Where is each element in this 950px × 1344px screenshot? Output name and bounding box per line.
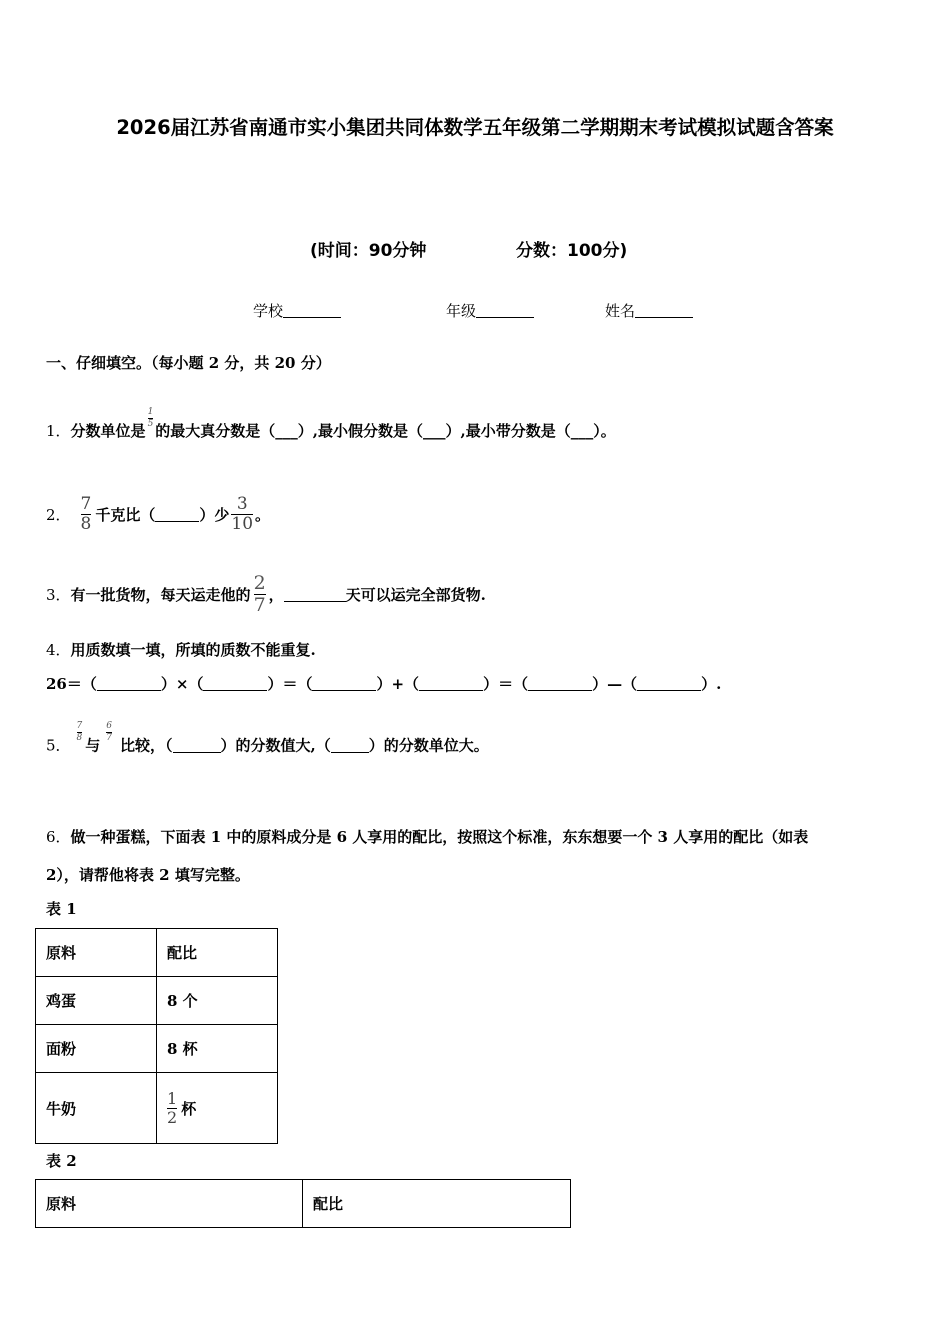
name-field xyxy=(605,300,693,321)
question-2: 2． $\frac{7}{8}$ 千克比（ ）少 $\frac{3}{10}$ 。 xyxy=(46,494,271,534)
name-label: 姓名 xyxy=(605,302,636,320)
answer-blank[interactable] xyxy=(284,587,346,602)
answer-blank[interactable] xyxy=(637,676,701,691)
table-1 xyxy=(35,928,278,1144)
question-number: 4． xyxy=(46,641,71,659)
table-cell: 牛奶 xyxy=(36,1073,157,1144)
grade-blank[interactable] xyxy=(476,303,534,318)
answer-blank[interactable] xyxy=(203,676,267,691)
table-row xyxy=(36,1025,278,1073)
exam-score: 分数：100分) xyxy=(516,241,628,261)
table-row xyxy=(36,1180,571,1228)
question-number: 3． xyxy=(46,586,71,604)
table-cell: 原料 xyxy=(36,1180,303,1228)
question-number: 5． xyxy=(46,736,71,755)
table2-caption: 表 2 xyxy=(46,1152,77,1170)
answer-blank[interactable] xyxy=(419,676,483,691)
table-row xyxy=(36,977,278,1025)
question-1: 1．分数单位是 $\frac{1}{5}$ 的最大真分数是（___）,最小假分数是（___）,最小带分数是（___）。 xyxy=(46,407,616,440)
question-3: 3．有一批货物，每天运走他的 $\frac{2}{7}$ ， 天可以运完全部货物. xyxy=(46,572,486,616)
table-cell: 8 个 xyxy=(157,977,278,1025)
prime-equation: 26＝（ ）×（ ）＝（ ）+（ ）＝（ ）—（ ）. xyxy=(46,675,722,693)
table-cell: 配比 xyxy=(303,1180,571,1228)
answer-blank[interactable] xyxy=(312,676,376,691)
table-2 xyxy=(35,1179,571,1228)
fraction: $\frac{3}{10}$ xyxy=(231,494,254,534)
question-number: 2． xyxy=(46,506,71,524)
table-row xyxy=(36,929,278,977)
school-blank[interactable] xyxy=(283,303,341,318)
table-cell: 原料 xyxy=(36,929,157,977)
question-5: 5． $\frac{7}{8}$ 与 $\frac{6}{7}$ 比较，（ ）的分数值大,（ ）的分数单位大。 xyxy=(46,721,489,755)
question-4: 4．用质数填一填，所填的质数不能重复. xyxy=(46,641,316,659)
section-heading: 一、仔细填空。（每小题 2 分，共 20 分） xyxy=(46,354,331,372)
table-cell: 8 杯 xyxy=(157,1025,278,1073)
answer-blank[interactable] xyxy=(97,676,161,691)
fraction: $\frac{6}{7}$ xyxy=(106,721,113,743)
question-6: 6．做一种蛋糕，下面表 1 中的原料成分是 6 人享用的配比，按照这个标准，东东想要一个 3 人享用的配比（如表 xyxy=(46,828,809,846)
table-cell: $\frac{1}{2}$ 杯 xyxy=(157,1073,278,1144)
question-6-cont: 2），请帮他将表 2 填写完整。 xyxy=(46,866,250,884)
page-title: 2026届江苏省南通市实小集团共同体数学五年级第二学期期末考试模拟试题含答案 xyxy=(116,116,834,139)
name-blank[interactable] xyxy=(635,303,693,318)
answer-blank[interactable] xyxy=(528,676,592,691)
table-cell: 鸡蛋 xyxy=(36,977,157,1025)
answer-blank[interactable] xyxy=(155,507,199,522)
table-cell: 配比 xyxy=(157,929,278,977)
question-number: 1． xyxy=(46,422,71,440)
table-row xyxy=(36,1073,278,1144)
table1-caption: 表 1 xyxy=(46,900,77,918)
fraction: $\frac{2}{7}$ xyxy=(253,572,266,616)
grade-label: 年级 xyxy=(446,302,477,320)
table-cell: 面粉 xyxy=(36,1025,157,1073)
fraction: $\frac{7}{8}$ xyxy=(76,721,83,743)
fraction: $\frac{1}{2}$ xyxy=(167,1088,178,1127)
school-field xyxy=(253,300,341,321)
fraction: $\frac{7}{8}$ xyxy=(80,494,92,534)
school-label: 学校 xyxy=(253,302,284,320)
fraction: $\frac{1}{5}$ xyxy=(147,407,154,429)
exam-time: (时间：90分钟 xyxy=(310,241,427,261)
grade-field xyxy=(446,300,534,321)
question-number: 6． xyxy=(46,828,71,846)
answer-blank[interactable] xyxy=(331,738,369,753)
answer-blank[interactable] xyxy=(173,738,221,753)
